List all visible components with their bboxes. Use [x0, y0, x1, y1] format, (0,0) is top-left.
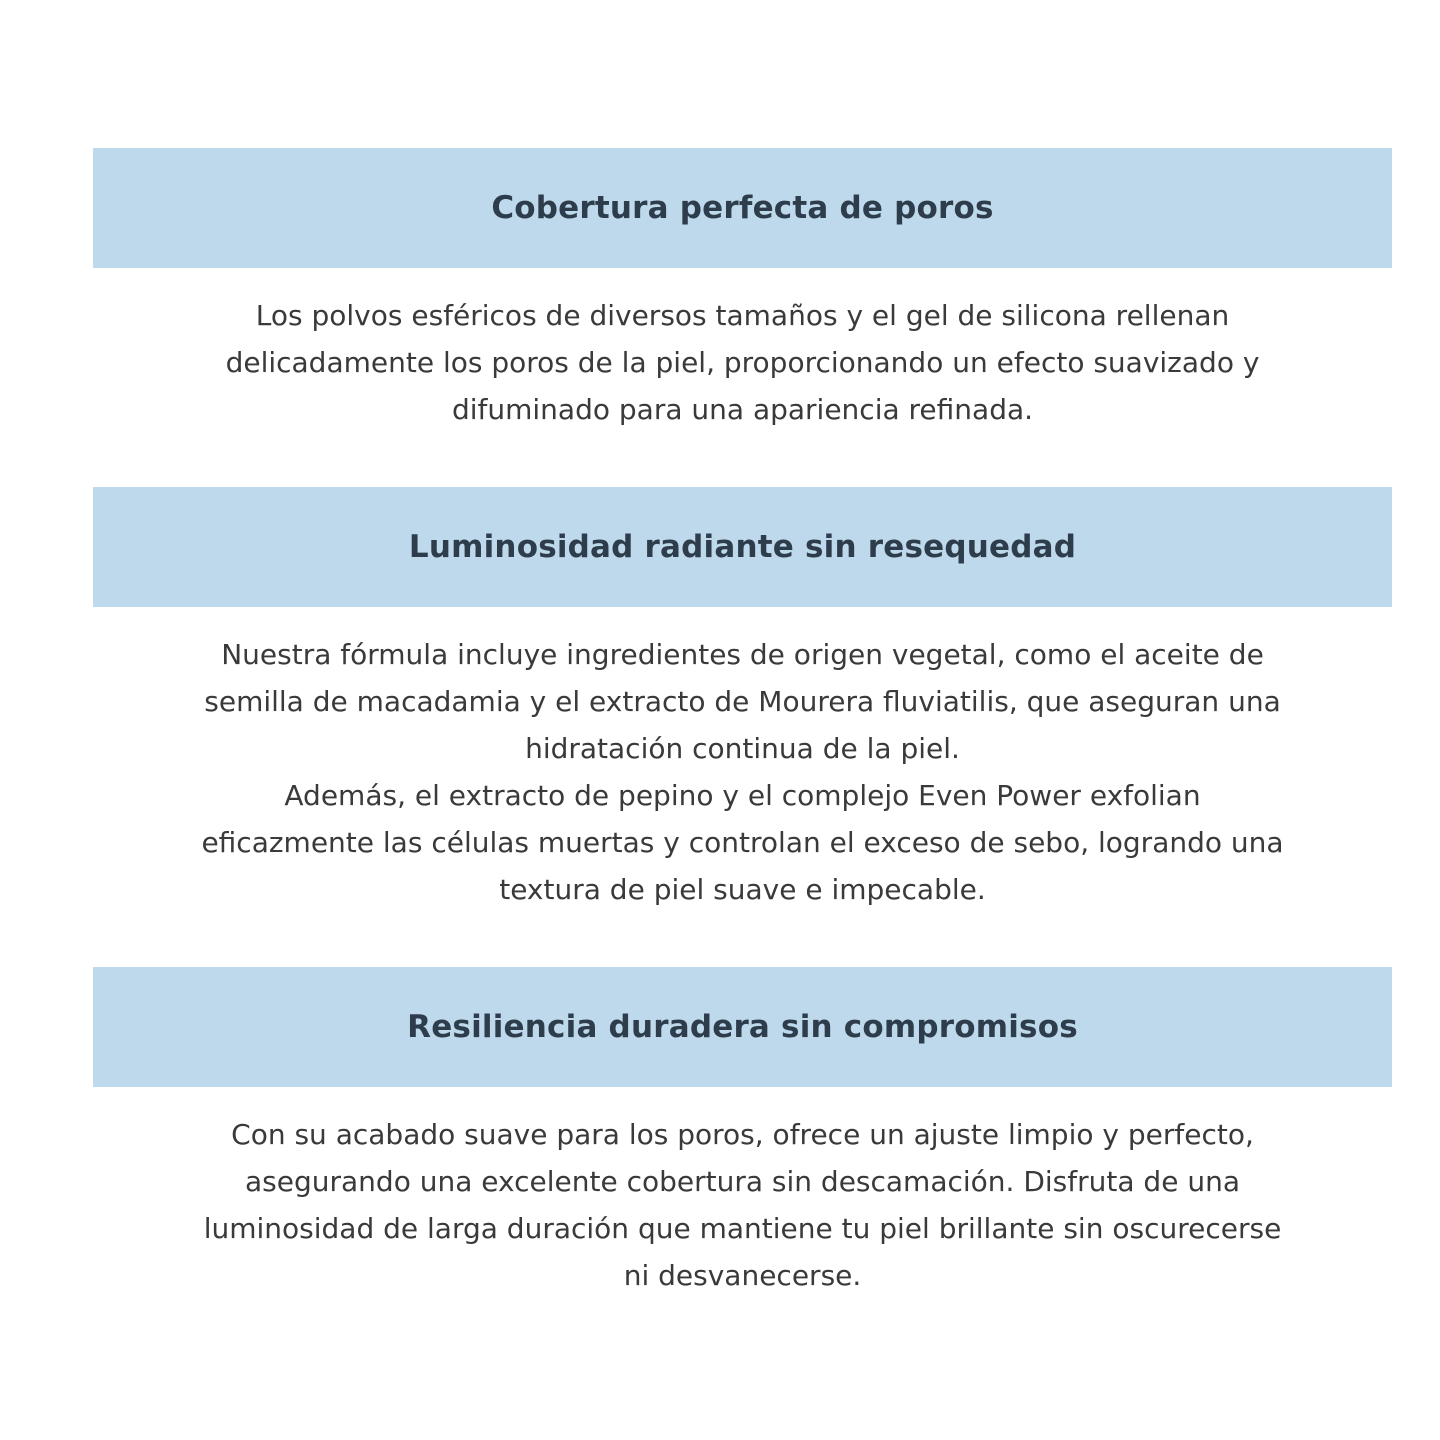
section-radiant-luminosity	[93, 487, 1392, 913]
radiant-luminosity-title: Luminosidad radiante sin resequedad	[408, 529, 1077, 565]
section-lasting-resilience	[93, 967, 1392, 1299]
lasting-resilience-title: Resiliencia duradera sin compromisos	[407, 1009, 1078, 1045]
pore-coverage-body: Los polvos esféricos de diversos tamaños y el gel de silicona rellenan delicadamente los poros de la piel, proporcionando un efecto suavizado y difuminado para una apariencia refinada.	[225, 299, 1260, 426]
section-pore-coverage	[93, 148, 1392, 433]
pore-coverage-title: Cobertura perfecta de poros	[491, 190, 994, 226]
lasting-resilience-header-banner	[93, 967, 1392, 1087]
pore-coverage-header-banner	[93, 148, 1392, 268]
lasting-resilience-body: Con su acabado suave para los poros, ofrece un ajuste limpio y perfecto, asegurando una excelente cobertura sin descamación. Disfruta de una luminosidad de larga duración que mantiene tu piel brillante sin oscurecerse ni desvanecerse.	[203, 1118, 1282, 1292]
radiant-luminosity-body: Nuestra fórmula incluye ingredientes de origen vegetal, como el aceite de semilla de macadamia y el extracto de Mourera fluviatilis, que aseguran una hidratación continua de la piel. Además, el extracto de pepino y el complejo Even Power exfolian eficazmente las células muertas y controlan el exceso de sebo, logrando una textura de piel suave e impecable.	[201, 638, 1284, 906]
radiant-luminosity-header-banner	[93, 487, 1392, 607]
